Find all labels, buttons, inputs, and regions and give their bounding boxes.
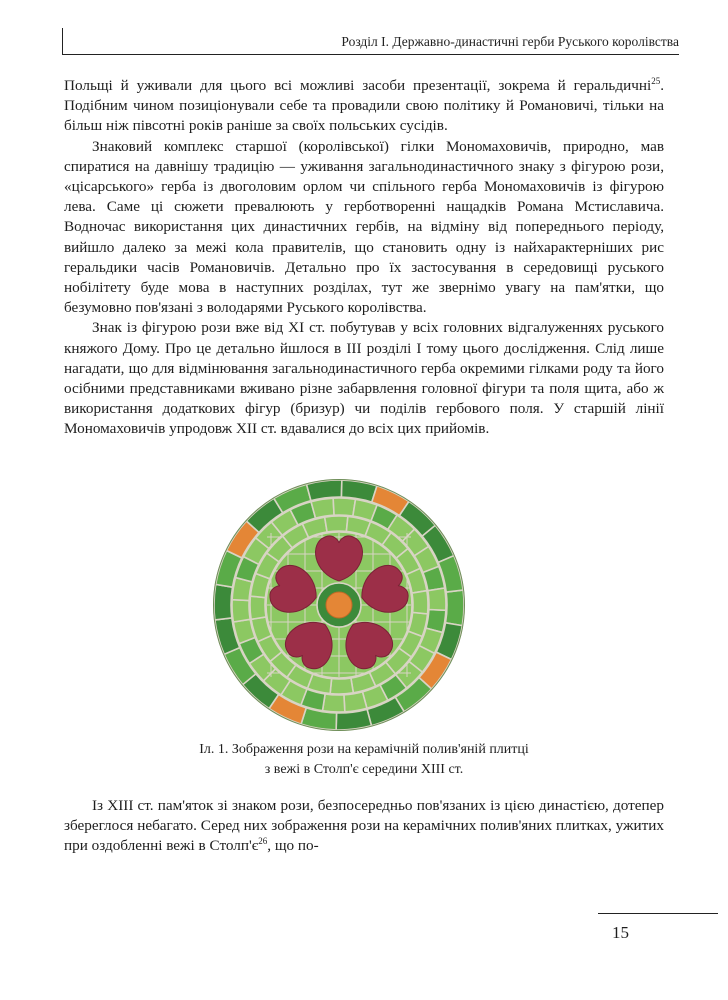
paragraph-1: Польщі й уживали для цього всі можливі засоби презентації, зокрема й геральдичні$^{25}$. Подібним чином позиціонували себе та провадили свою політику й Романовичі, тільки на більш ніж півсотні років раніше за своїх польських сусідів. bbox=[64, 75, 664, 135]
paragraph-3: Знак із фігурою рози вже від XI ст. побутував у всіх головних відгалуженнях руського княжого Дому. Про це детально йшлося в ІІІ розділі І тому цього дослідження. Слід лише нагадати, що для відмінювання загальнодинастичного герба окремими гілками роду та його осібними представниками вживано різне забарвлення головної фігури та поля щита, або ж використання додаткових фігур (бризур) чи поділів гербового поля. У старшій лінії Мономаховичів упродовж XII ст. вдавалися до всіх цих прийомів. bbox=[64, 319, 664, 438]
figure-caption bbox=[64, 740, 664, 780]
running-title: Розділ І. Державно-династичні герби Руського королівства bbox=[341, 34, 679, 49]
inner-ring-tile bbox=[250, 596, 266, 619]
inner-ring-tile bbox=[412, 591, 428, 614]
middle-ring-tile bbox=[323, 694, 345, 712]
middle-ring-tile bbox=[344, 692, 367, 712]
footnote-ref[interactable]: 25 bbox=[651, 75, 661, 86]
body-text-upper bbox=[64, 76, 664, 440]
middle-ring-tile bbox=[311, 498, 334, 518]
paragraph-2: Знаковий комплекс старшої (королівської) гілки Мономаховичів, природно, мав спиратися на давнішу традицію — уживання загальнодинастичного знаку з фігурою рози, «цісарського» герба із двоголовим орлом чи спільного герба Мономаховичів із фігурою лева. Саме ці сюжети превалюють у герботворенні нащадків Романа Мстиславича. Водночас використання цих династичних гербів, на відміну від попереднього періоду, вийшло далеко за межі кола правителів, що становить одну із найхарактерніших рис геральдики часів Романовичів. Детально про їх застосування в середовищі руського нобілітету буде мова в наступних розділах, тут же звернімо увагу на пам'ятки, що безумовно пов'язані з володарями Руського королівства. bbox=[64, 137, 664, 317]
outer-ring-tile bbox=[214, 584, 232, 620]
running-header bbox=[62, 28, 679, 55]
page-number: 15 bbox=[612, 923, 629, 942]
footnote-ref[interactable]: 26 bbox=[258, 836, 268, 847]
caption-line-2: з вежі в Столп'є середини XIII ст. bbox=[264, 762, 464, 777]
footer-rule bbox=[598, 913, 718, 914]
caption-line-1: Іл. 1. Зображення рози на керамічній полив'яній плитці bbox=[199, 742, 529, 757]
body-text-lower bbox=[64, 796, 664, 857]
rose-center bbox=[326, 592, 352, 618]
rose-tile-figure bbox=[212, 478, 466, 732]
paragraph-4: Із XIII ст. пам'яток зі знаком рози, безпосередньо пов'язаних із цією династією, дотепер збереглося небагато. Серед них зображення рози на керамічних полив'яних плитках, ужитих при оздобленні вежі в $Столп'є^{26}$, що по- bbox=[64, 797, 664, 855]
outer-ring-tile bbox=[446, 590, 464, 626]
middle-ring-tile bbox=[232, 600, 250, 622]
middle-ring-tile bbox=[333, 498, 355, 516]
middle-ring-tile bbox=[428, 588, 446, 610]
rose-tile-image bbox=[212, 478, 466, 732]
inner-ring-tile bbox=[330, 678, 353, 694]
inner-ring-tile bbox=[325, 516, 348, 532]
